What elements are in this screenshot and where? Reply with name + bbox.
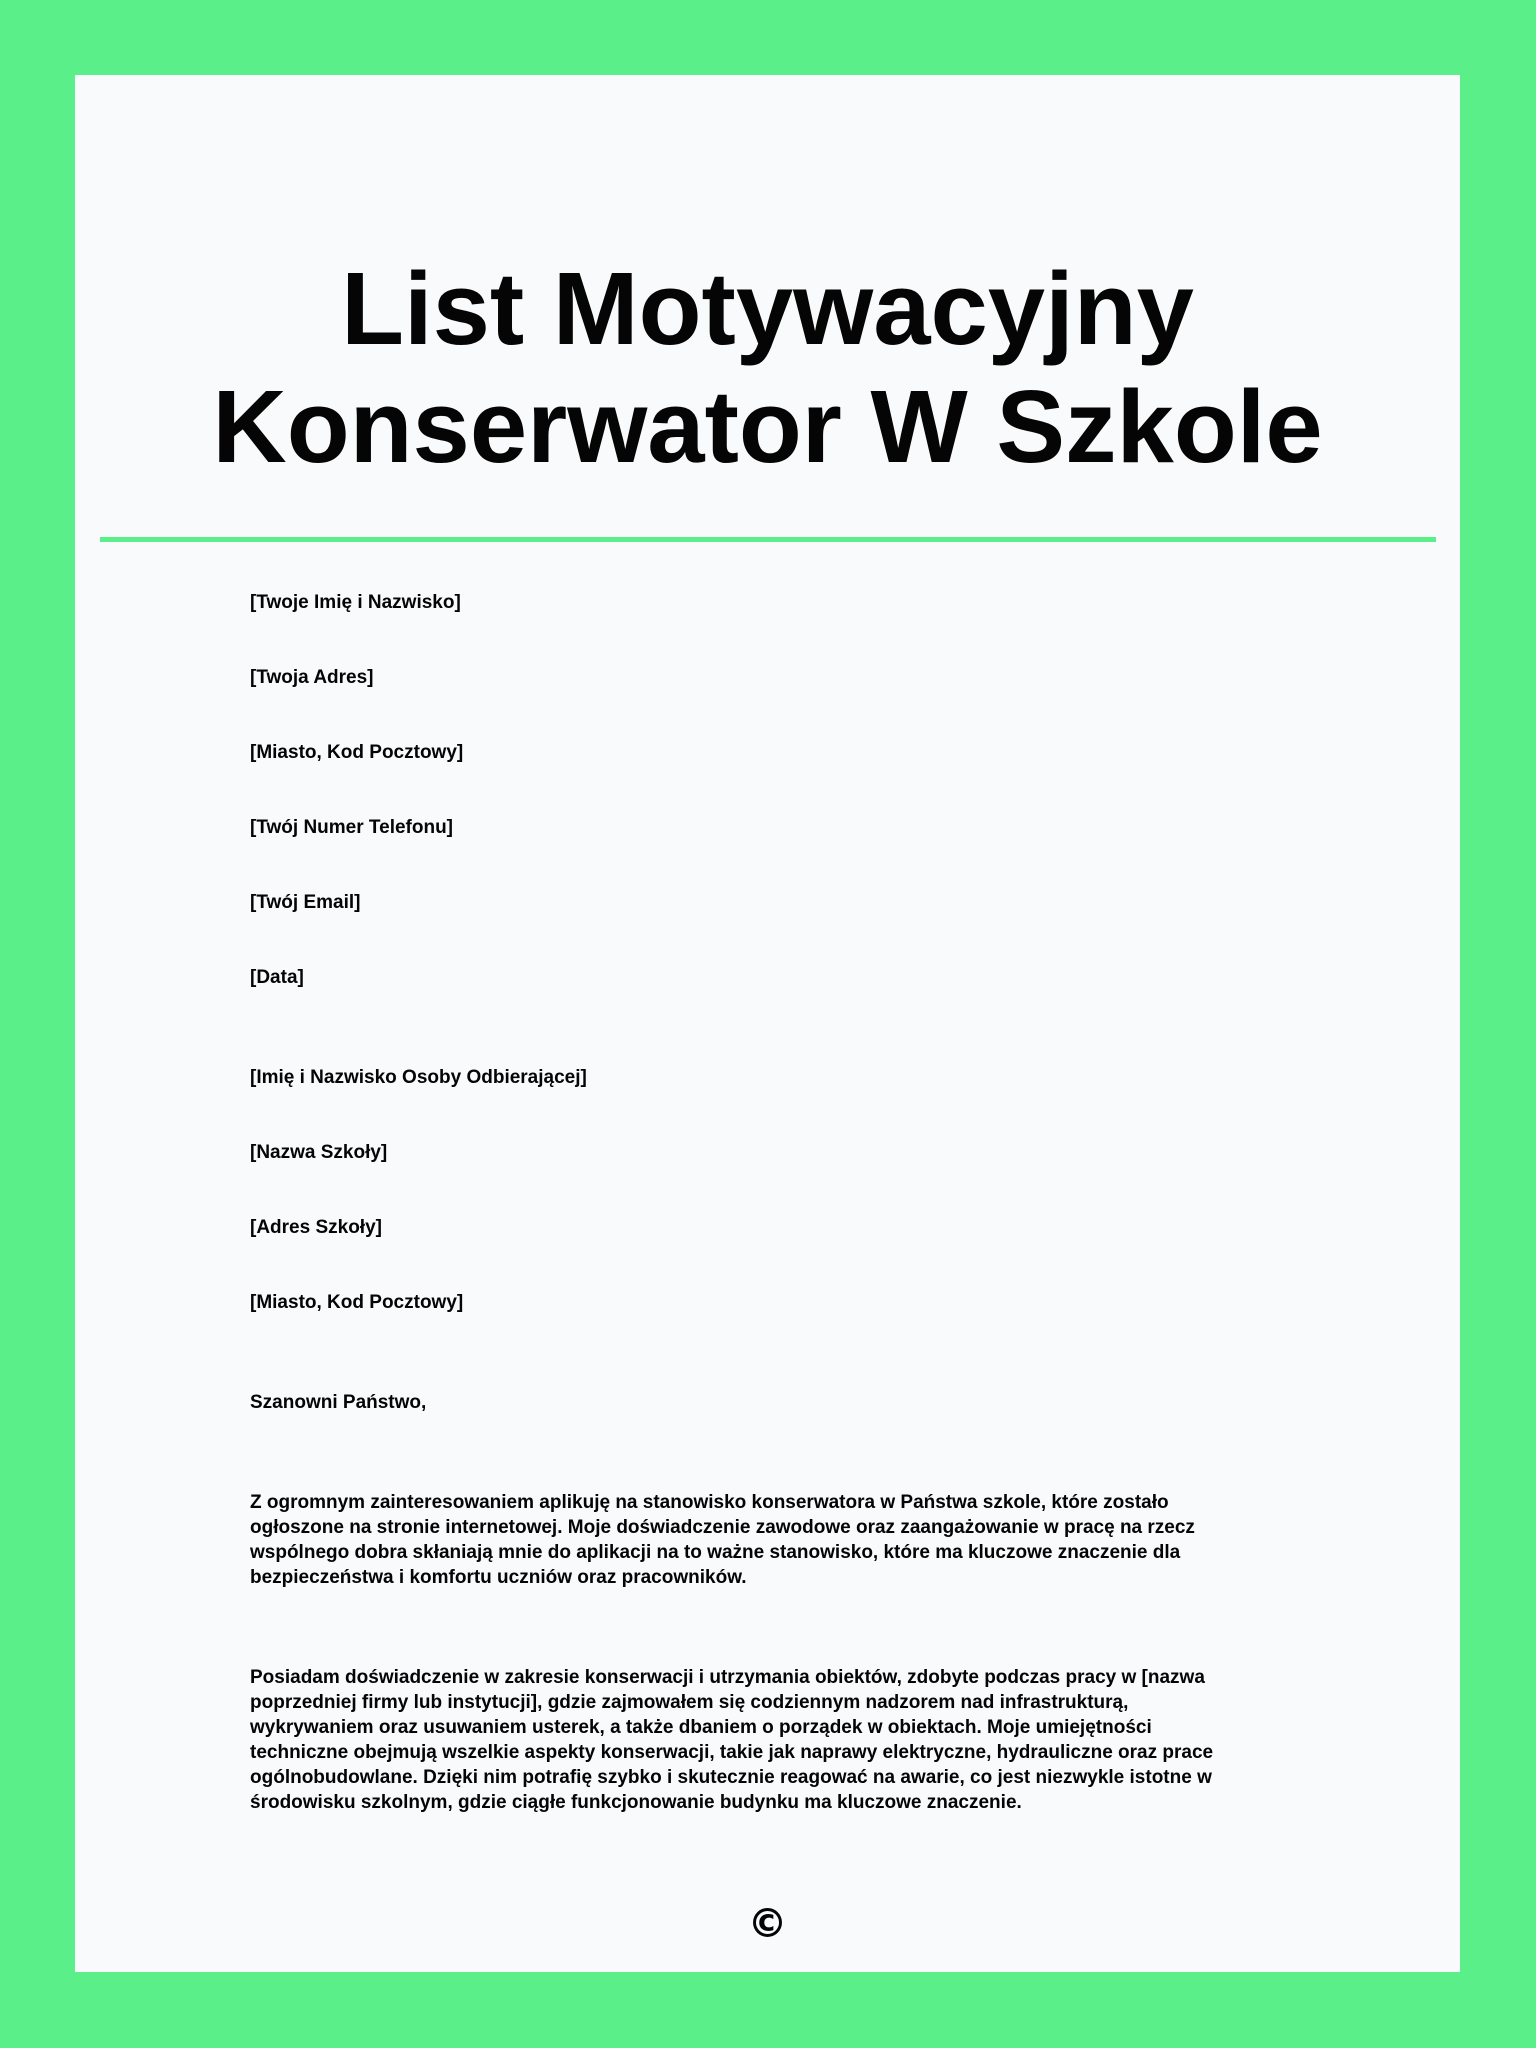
recipient-name: [Imię i Nazwisko Osoby Odbierającej] xyxy=(250,1067,587,1088)
paragraph-2-line: poprzedniej firmy lub instytucji], gdzie zajmowałem się codziennym nadzorem nad infrastrukturą, xyxy=(250,1692,1129,1713)
document-page xyxy=(75,75,1460,1972)
title-divider xyxy=(100,537,1436,542)
salutation: Szanowni Państwo, xyxy=(250,1392,427,1413)
sender-city: [Miasto, Kod Pocztowy] xyxy=(250,742,464,763)
recipient-school-name: [Nazwa Szkoły] xyxy=(250,1142,388,1163)
recipient-city: [Miasto, Kod Pocztowy] xyxy=(250,1292,464,1313)
paragraph-1 xyxy=(250,1490,1370,1590)
title-line-1: List Motywacyjny xyxy=(341,251,1194,366)
sender-email: [Twój Email] xyxy=(250,892,361,913)
paragraph-2-line: Posiadam doświadczenie w zakresie konserwacji i utrzymania obiektów, zdobyte podczas pracy w [nazwa xyxy=(250,1667,1205,1688)
document-title xyxy=(75,250,1460,486)
letter-date: [Data] xyxy=(250,967,304,988)
paragraph-2-line: wykrywaniem oraz usuwaniem usterek, a także dbaniem o porządek w obiektach. Moje umiejętności xyxy=(250,1717,1152,1738)
paragraph-1-line: bezpieczeństwa i komfortu uczniów oraz pracowników. xyxy=(250,1567,747,1588)
paragraph-1-line: Z ogromnym zainteresowaniem aplikuję na stanowisko konserwatora w Państwa szkole, które zostało xyxy=(250,1492,1169,1513)
paragraph-1-line: ogłoszone na stronie internetowej. Moje doświadczenie zawodowe oraz zaangażowanie w pracę na rzecz xyxy=(250,1517,1195,1538)
copyright-icon: © xyxy=(747,1901,788,1947)
paragraph-2-line: ogólnobudowlane. Dzięki nim potrafię szybko i skutecznie reagować na awarie, co jest niezwykle istotne w xyxy=(250,1767,1212,1788)
paragraph-2-line: techniczne obejmują wszelkie aspekty konserwacji, takie jak naprawy elektryczne, hydrauliczne oraz prace xyxy=(250,1742,1214,1763)
paragraph-2 xyxy=(250,1665,1370,1815)
sender-name: [Twoje Imię i Nazwisko] xyxy=(250,592,461,613)
paragraph-1-line: wspólnego dobra skłaniają mnie do aplikacji na to ważne stanowisko, które ma kluczowe znaczenie dla xyxy=(250,1542,1181,1563)
paragraph-2-line: środowisku szkolnym, gdzie ciągłe funkcjonowanie budynku ma kluczowe znaczenie. xyxy=(250,1792,1022,1813)
recipient-school-address: [Adres Szkoły] xyxy=(250,1217,382,1238)
title-line-2: Konserwator W Szkole xyxy=(212,369,1323,484)
sender-address: [Twoja Adres] xyxy=(250,667,374,688)
sender-phone: [Twój Numer Telefonu] xyxy=(250,817,454,838)
